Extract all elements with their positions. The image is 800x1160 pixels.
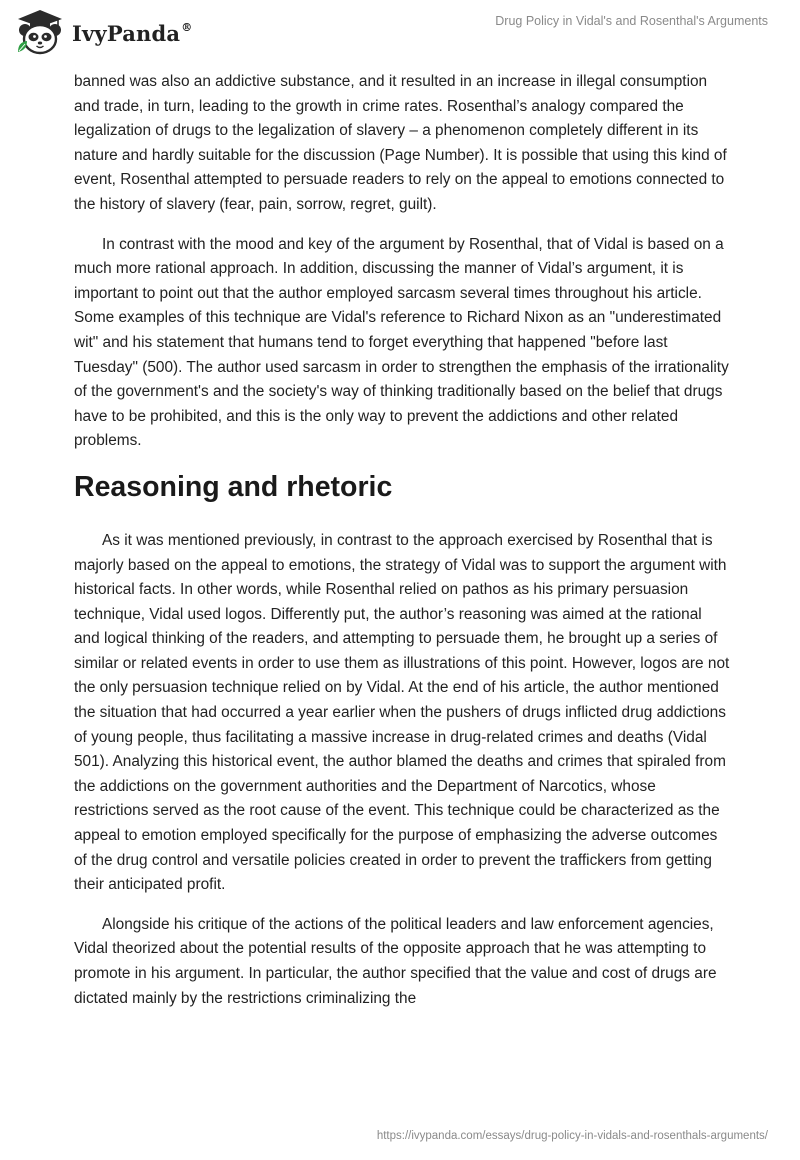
panda-logo-icon <box>14 8 66 56</box>
paragraph: In contrast with the mood and key of the argument by Rosenthal, that of Vidal is based on a much more rational approach. In addition, discussing the manner of Vidal’s argument, it is important to point out that the author employed sarcasm several times throughout his article. Some examples of this technique are Vidal's reference to Richard Nixon as an "underestimated wit" and his statement that humans tend to forget everything that happened "before last Tuesday" (500). The author used sarcasm in order to strengthen the emphasis of the irrationality of the government's and the society's way of thinking traditionally based on the belief that drugs have to be prohibited, and this is the only way to prevent the addictions and other related problems. <box>74 235 729 450</box>
paragraph: Alongside his critique of the actions of the political leaders and law enforcement agencies, Vidal theorized about the potential results of the opposite approach that he was attempting to promote in his argument. In particular, the author specified that the value and cost of drugs are dictated mainly by the restrictions criminalizing the <box>74 915 717 1007</box>
brand-name-text: IvyPanda <box>72 20 181 46</box>
section-heading: Reasoning and rhetoric <box>74 470 393 503</box>
source-url[interactable]: https://ivypanda.com/essays/drug-policy-in-vidals-and-rosenthals-arguments/ <box>376 1130 768 1142</box>
brand-name <box>72 21 192 46</box>
page-header <box>0 0 800 62</box>
document-title: Drug Policy in Vidal's and Rosenthal's Arguments <box>495 14 768 28</box>
essay-body <box>74 70 730 1026</box>
ivypanda-logo[interactable] <box>14 8 192 56</box>
paragraph: As it was mentioned previously, in contrast to the approach exercised by Rosenthal that is majorly based on the appeal to emotions, the strategy of Vidal was to support the argument with historical facts. In other words, while Rosenthal relied on pathos as his primary persuasion technique, Vidal used logos. Differently put, the author’s reasoning was aimed at the rational and logical thinking of the readers, and attempting to persuade them, he brought up a series of similar or related events in order to use them as illustrations of this point. However, logos are not the only persuasion technique relied on by Vidal. At the end of his article, the author mentioned the situation that had occurred a year earlier when the pushers of drugs inflicted drug addictions of young people, thus facilitating a massive increase in drug-related crimes and deaths (Vidal 501). Analyzing this historical event, the author blamed the deaths and crimes that spiraled from the addictions on the government authorities and the Department of Narcotics, whose restrictions served as the root cause of the event. This technique could be characterized as the appeal to emotion employed specifically for the purpose of emphasizing the adverse outcomes of the drug control and versatile policies created in order to prevent the traffickers from getting their anticipated profit. <box>74 531 730 894</box>
registered-mark: ® <box>181 20 193 34</box>
paragraph-continued: banned was also an addictive substance, and it resulted in an increase in illegal consumption and trade, in turn, leading to the growth in crime rates. Rosenthal’s analogy compared the legalization of drugs to the legalization of slavery – a phenomenon completely different in its nature and hardly suitable for the discussion (Page Number). It is possible that using this kind of event, Rosenthal attempted to persuade readers to rely on the appeal to emotions connected to the history of slavery (fear, pain, sorrow, regret, guilt). <box>74 73 727 213</box>
